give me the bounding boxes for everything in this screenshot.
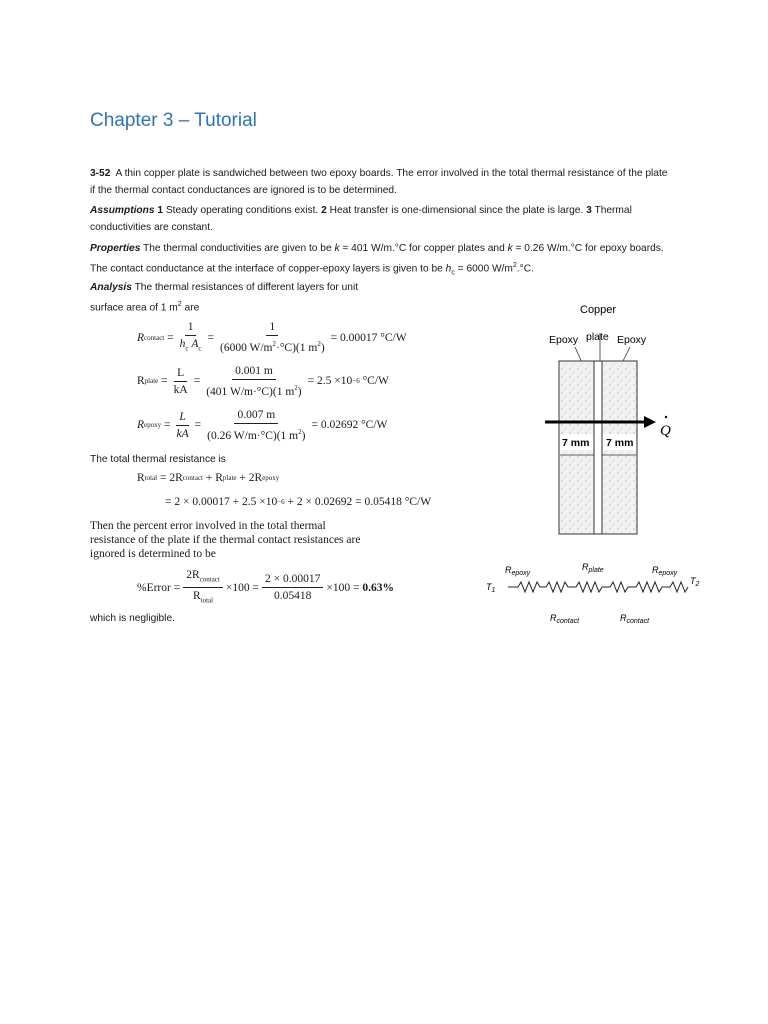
dot-icon (665, 416, 667, 418)
equation-r-total-value (165, 496, 431, 508)
assumption-number: 3 (586, 205, 592, 216)
fraction-denominator (204, 424, 308, 443)
properties-text: = 0.26 W/m.°C for epoxy boards. The contact conductance at the interface of copper-epoxy layers is given to be (90, 243, 664, 275)
fraction (204, 408, 308, 443)
fraction-numerator: L (176, 410, 188, 426)
r-sub: plate (588, 567, 604, 574)
r-epoxy-1-label (505, 565, 531, 577)
eq-text: (0.26 W/m·°C)(1 m (207, 429, 299, 442)
eq-text: + 2 × 0.02692 = 0.05418 °C/W (287, 496, 432, 508)
eq-lhs: R (137, 375, 145, 388)
fraction-numerator: 2 × 0.00017 (262, 572, 323, 588)
r-contact-2-label (620, 613, 650, 625)
eq-text: ×100 = (225, 581, 259, 594)
problem-statement (90, 165, 670, 199)
eq-sup: −6 (277, 498, 285, 506)
r-symbol: R (505, 565, 512, 575)
eq-result: = 0.00017 °C/W (330, 331, 407, 344)
eq-text: ×100 = (326, 581, 360, 594)
eq-sub: c (198, 344, 202, 353)
copper-plate-layer (594, 361, 602, 534)
assumption-text: Steady operating conditions exist. (165, 205, 319, 216)
fraction (183, 568, 223, 608)
error-intro (90, 519, 360, 561)
assumption-text: Thermal conductivities are constant. (90, 205, 632, 233)
t-sub: 1 (491, 587, 496, 594)
dim-right-label: 7 mm (606, 437, 634, 449)
fraction-denominator (177, 336, 205, 355)
symbol-k: k (507, 243, 513, 254)
properties-paragraph (90, 240, 670, 281)
eq-sub: contact (182, 474, 203, 482)
assumption-text: Heat transfer is one-dimensional since the plate is large. (329, 205, 584, 216)
properties-heading: Properties (90, 243, 141, 254)
eq-lhs: %Error = (137, 581, 181, 594)
eq-sub: plate (222, 474, 237, 482)
eq-sup: 2 (317, 340, 321, 349)
analysis-text: surface area of 1 m (90, 302, 178, 314)
r-symbol: R (550, 613, 557, 623)
fraction-numerator (183, 568, 223, 588)
assumptions-paragraph (90, 202, 670, 236)
q-dot-symbol: Q (660, 423, 671, 439)
page-title: Chapter 3 – Tutorial (90, 110, 257, 131)
t2-label (690, 576, 700, 588)
fraction (177, 320, 205, 355)
properties-text: = 6000 W/m (457, 263, 513, 275)
eq-text: ) (301, 429, 306, 442)
symbol-k: k (334, 243, 340, 254)
fraction-numerator: 1 (185, 320, 197, 336)
r-sub: contact (626, 618, 650, 625)
eq-text: = 2 × 0.00017 + 2.5 ×10 (165, 496, 278, 508)
plate-label: plate (586, 331, 609, 343)
eq-sym: h (179, 338, 186, 350)
resistor-network (508, 582, 688, 592)
equation-r-plate: R plate = $\frac{L}{kA}$ = $\frac{0.001 m}{(401 W/m\cdot^\circ C)(1 m^2)}$ = 2.5 ×10 −6 °C/W (137, 365, 389, 398)
analysis-heading: Analysis (90, 282, 132, 293)
symbol-sup: 2 (512, 262, 517, 269)
eq-result: °C/W (362, 375, 389, 388)
error-intro-line: ignored is determined to be (90, 548, 216, 560)
equation-r-total (137, 472, 279, 484)
eq-text: ) (320, 342, 325, 355)
assumptions-heading: Assumptions (90, 205, 155, 216)
eq-text: R (137, 472, 145, 484)
eq-sup: −6 (352, 377, 360, 386)
eq-text: = 2R (160, 472, 183, 484)
t-sub: 2 (695, 581, 700, 588)
eq-sup: 2 (272, 340, 276, 349)
fraction-denominator (190, 588, 216, 607)
fraction-numerator: 0.007 m (234, 408, 278, 424)
symbol-sub: c (451, 269, 455, 277)
fraction-denominator (203, 380, 304, 399)
symbol-h: h (445, 263, 452, 275)
fraction-denominator (217, 336, 328, 355)
r-contact-1-label (550, 613, 580, 625)
total-intro: The total thermal resistance is (90, 454, 226, 465)
analysis-paragraph (90, 279, 430, 316)
eq-text: + R (205, 472, 223, 484)
problem-text: A thin copper plate is sandwiched between two epoxy boards. The error involved in the total thermal resistance of the plate if the thermal contact conductances are ignored is to be determined. (90, 168, 668, 196)
error-intro-line: resistance of the plate if the thermal contact resistances are (90, 534, 361, 546)
equation-r-contact: R contact = $\frac{1}{h_c A_c}$ = $\frac{1}{(6000 W/m^2\cdot^\circ C)(1 m^2)}$ = 0.00017 °C/W (137, 321, 407, 355)
r-plate-label (582, 562, 604, 574)
fraction (171, 366, 191, 397)
properties-text: .°C. (516, 263, 534, 275)
eq-lhs: R (137, 331, 145, 344)
eq-sub: total (144, 474, 158, 482)
conclusion: which is negligible. (90, 613, 175, 624)
eq-sup: 2 (298, 428, 302, 436)
t1-label (486, 582, 496, 594)
fraction (217, 320, 328, 355)
eq-result: = 2.5 ×10 (307, 375, 353, 388)
eq-sym: A (191, 338, 199, 350)
fraction (262, 572, 323, 603)
fraction (174, 410, 192, 441)
fraction-numerator: 0.001 m (232, 364, 276, 380)
fraction-denominator: kA (173, 383, 188, 396)
t-symbol: T (486, 582, 492, 592)
copper-label: Copper (580, 304, 617, 316)
r-sub: contact (556, 618, 580, 625)
properties-text: The thermal conductivities are given to be (143, 243, 332, 254)
fraction (203, 364, 304, 399)
eq-text: R (192, 590, 201, 603)
symbol-sup: 2 (177, 301, 182, 308)
eq-result: = 0.02692 °C/W (311, 419, 388, 432)
fraction-numerator: L (174, 366, 187, 382)
eq-text: ) (297, 385, 302, 398)
problem-number: 3-52 (90, 168, 111, 179)
dim-left-label: 7 mm (562, 437, 590, 449)
eq-sub: contact (199, 575, 220, 584)
epoxy-right-label: Epoxy (617, 334, 647, 346)
eq-text: ·°C)(1 m (276, 342, 318, 355)
fraction-denominator: 0.05418 (273, 590, 312, 603)
assumption-number: 1 (157, 205, 164, 216)
fraction-numerator: 1 (266, 320, 278, 336)
fraction-denominator: kA (176, 427, 189, 440)
eq-sub: epoxy (144, 421, 162, 430)
equation-r-epoxy: R epoxy = $\frac{L}{kA}$ = $\frac{0.007 m}{(0.26 W/m\cdot^\circ C)(1 m^2)}$ = 0.02692 °C/W (137, 409, 388, 442)
analysis-text: are (184, 302, 200, 314)
r-sub: epoxy (511, 570, 531, 577)
arrow-head-icon (644, 416, 656, 428)
t-symbol: T (690, 576, 696, 586)
eq-sub: epoxy (262, 474, 280, 482)
r-symbol: R (652, 565, 659, 575)
eq-sub: contact (144, 333, 165, 342)
properties-text: = 401 W/m.°C for copper plates and (342, 243, 505, 254)
eq-sub: c (185, 344, 189, 353)
error-intro-line: Then the percent error involved in the total thermal (90, 520, 326, 532)
eq-lhs: R (137, 419, 145, 432)
eq-text: (6000 W/m (220, 342, 273, 355)
assumption-number: 2 (321, 205, 327, 216)
eq-text: + 2R (239, 472, 263, 484)
r-sub: epoxy (658, 570, 678, 577)
eq-sub: plate (144, 377, 159, 386)
r-epoxy-2-label (652, 565, 678, 577)
eq-sub: total (200, 596, 214, 605)
epoxy-left-label: Epoxy (549, 334, 579, 346)
eq-sup: 2 (294, 384, 298, 392)
error-result: 0.63% (362, 581, 394, 594)
analysis-text: The thermal resistances of different layers for unit (134, 282, 359, 293)
r-symbol: R (620, 613, 627, 623)
composite-wall-diagram (480, 295, 730, 635)
equation-error (137, 568, 394, 608)
eq-text: 2R (186, 569, 200, 581)
eq-text: (401 W/m·°C)(1 m (206, 385, 295, 398)
r-symbol: R (582, 562, 589, 572)
